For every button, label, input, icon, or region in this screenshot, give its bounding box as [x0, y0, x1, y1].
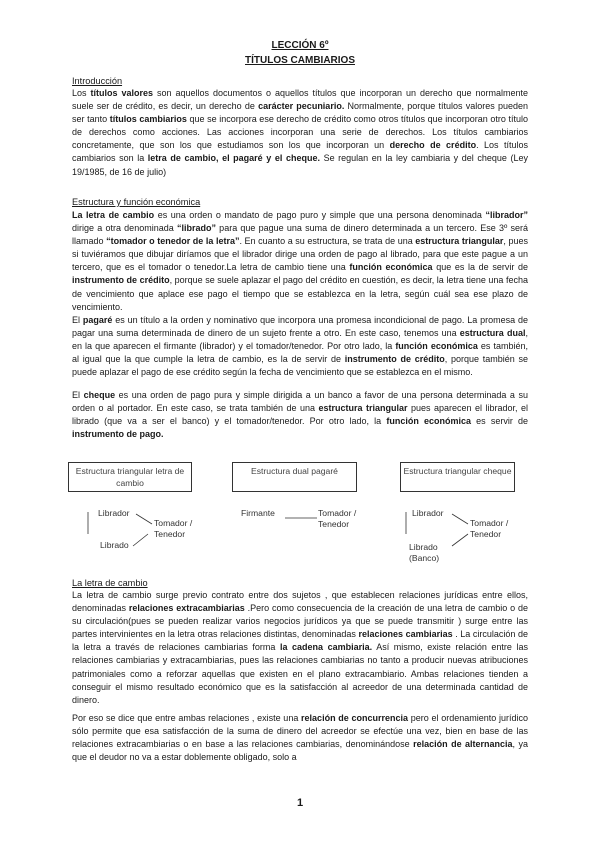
text-run: , en la que aparecen el firmante (librador) y el tomador/tenedor. Por otro lado, la	[72, 328, 528, 352]
text-run: Normalmente, porque títulos valores pueden ser tanto	[72, 101, 529, 125]
text-run: Por eso se dice que entre ambas relaciones , existe una	[72, 713, 302, 723]
letra-librado-tomador-line	[133, 534, 148, 546]
cheque-paragraph	[72, 389, 528, 441]
text-run: , pues si tuviéramos que dibujar diríamos que el librador dirige una orden de pago al librado, para que este pague a un tercero, que es el tomador o tenedor.La letra de cambio tiene una	[72, 236, 528, 273]
bold-term: la cadena cambiaria.	[279, 642, 373, 653]
cheque-librador-tomador-line	[452, 514, 468, 524]
bold-term: estructura triangular	[318, 403, 408, 414]
bold-term: letra de cambio, el pagaré y el cheque.	[147, 153, 320, 164]
bold-term: relación de alternancia	[413, 739, 513, 750]
cheque-librador-label: Librador	[412, 508, 444, 518]
letra-librador-label: Librador	[98, 508, 130, 518]
letra-tomador-label: Tomador / Tenedor	[154, 518, 193, 539]
cheque-librado-label: Librado (Banco)	[409, 542, 440, 563]
bold-term: instrumento de crédito	[344, 354, 445, 365]
text-run: pues aparecen el librador, el librado (que va a ser el banco) y el tomador/tenedor. Por otro lado, la	[72, 403, 529, 427]
intro-paragraph	[72, 87, 528, 179]
bold-term: función económica	[386, 416, 471, 427]
bold-term: títulos valores	[90, 88, 153, 98]
bold-term: carácter pecuniario.	[258, 101, 345, 112]
cheque-tomador-label: Tomador / Tenedor	[470, 518, 509, 539]
text-run: Se regulan en la ley cambiaria y del cheque (Ley 19/1985, de 16 de julio)	[72, 153, 528, 177]
bold-term: derecho de crédito	[389, 140, 477, 151]
bold-term: relación de concurrencia	[301, 713, 409, 723]
text-run: El	[72, 390, 84, 400]
cheque-librado-tomador-line	[452, 534, 468, 546]
letra-librador-tomador-line	[136, 514, 152, 524]
text-run: dirige a otra denominada	[72, 223, 177, 234]
diagram-cheque-title: Estructura triangular cheque	[400, 462, 515, 492]
pagare-paragraph	[72, 314, 528, 379]
text-run: es también, al igual que la que cumple la letra de cambio, es la de servir de	[72, 341, 528, 365]
page-number: 1	[296, 797, 304, 809]
text-run: es una orden o mandato de pago puro y simple que una persona denominada	[154, 210, 486, 220]
text-run: La letra de cambio surge previo contrato entre dos sujetos , que establecen relaciones jurídicas entre ellos, denominadas	[72, 590, 528, 614]
letra-heading: La letra de cambio	[72, 578, 148, 588]
bold-term: relaciones extracambiarias	[128, 603, 245, 614]
bold-term: “tomador o tenedor de la letra”	[106, 236, 240, 247]
text-run: . En cuanto a su estructura, se trata de una	[239, 236, 416, 247]
text-run: son aquellos documentos o aquellos títulos que incorporan un derecho que normalmente suele ser de crédito, es decir, un derecho de	[72, 88, 528, 112]
text-run: Los	[72, 88, 91, 98]
text-run: que se incorpora ese derecho de crédito como otros títulos que incorporan otro título de derechos como acciones. Las acciones incorporan una serie de derechos. Los títulos cambiarios concretamente, que son los que estudiamos son los que incorporan un	[72, 114, 528, 151]
text-run: para que pague una suma de dinero determinada a un tercero. Ese 3º será llamado	[72, 223, 529, 247]
pagare-firmante-label: Firmante	[241, 508, 275, 518]
diagram-pagare-title: Estructura dual pagaré	[232, 462, 357, 492]
bold-term: instrumento de pago.	[72, 429, 164, 440]
bold-term: función económica	[395, 341, 478, 352]
letra-librado-label: Librado	[100, 540, 129, 550]
text-run: , porque también se puede aplazar el pago de ese crédito según la fecha de vencimiento que se establezca en el mismo.	[72, 354, 528, 378]
bold-term: función económica	[349, 262, 433, 273]
diagram-letra-title: Estructura triangular letra de cambio	[68, 462, 192, 492]
text-run: , porque se suele aplazar el pago del crédito en cuestión, es decir, la letra tiene una fecha de vencimiento que aplace ese pago el tiempo que se establezca en la letra, según cuál sea ese plazo de vencimiento.	[72, 275, 528, 312]
bold-term: estructura triangular	[415, 236, 504, 247]
text-run: .Pero como consecuencia de la creación de una letra de cambio o de su circulación(pues se pueden realizar varios negocios jurídicos ya que se puede transmitir ) surge entre las partes intervinientes en la letra otras relaciones distintas, denominadas	[72, 603, 528, 640]
text-run: pero el ordenamiento jurídico sólo permite que esa satisfacción de la suma de dinero del acreedor se efectúe una vez, bien en base de las relaciones extracambiarias o en base a las relaciones cambiarias, denominándose	[72, 713, 528, 750]
bold-term: “librado”	[176, 223, 216, 234]
concurrencia-paragraph	[72, 712, 528, 764]
lesson-title: LECCIÓN 6º	[271, 40, 329, 51]
text-run: Así mismo, existe relación entre las relaciones cambiarias y extracambiarias, pues las relaciones cambiarias no tanto a producir nuevas atribuciones patrimoniales como a reforzar aquellas que existen en el plano extracambiario. Ambas relaciones tienden a conseguir el mismo resultado económico que es la satisfacción al acreedor de una determinada cantidad de dinero.	[72, 642, 528, 705]
text-run: . La circulación de la letra a través de relaciones cambiarias forma	[72, 629, 528, 653]
bold-term: relaciones cambiarias	[358, 629, 453, 640]
pagare-tomador-label: Tomador / Tenedor	[318, 508, 357, 529]
text-run: es servir de	[471, 416, 528, 427]
bold-term: estructura dual	[459, 328, 526, 339]
bold-term: instrumento de crédito	[72, 275, 170, 286]
text-run: El	[72, 315, 83, 325]
text-run: es una orden de pago pura y simple dirigida a un banco a favor de una persona determinada a su orden o al portador. En este caso, se trata también de una	[72, 390, 528, 414]
topic-title: TÍTULOS CAMBIARIOS	[245, 55, 355, 66]
bold-term: pagaré	[82, 315, 113, 325]
bold-term: títulos cambiarios	[109, 114, 187, 125]
text-run: que es la de servir de	[432, 262, 528, 273]
structure-heading: Estructura y función económica	[72, 197, 201, 207]
bold-term: “librador”	[485, 210, 528, 220]
letra-structure-paragraph	[72, 209, 528, 314]
letra-relations-paragraph	[72, 589, 528, 707]
intro-heading: Introducción	[72, 76, 123, 86]
text-run: , ya que el deudor no va a estar doblemente obligado, solo a	[72, 739, 528, 763]
text-run: . Los títulos cambiarios son la	[72, 140, 528, 164]
bold-term: cheque	[83, 390, 116, 400]
text-run: es un título a la orden y nominativo que incorpora una promesa incondicional de pago. La promesa de pagar una suma determinada de dinero de un sujeto frente a otro. En este caso, tenemos una	[72, 315, 528, 339]
bold-term: La letra de cambio	[72, 210, 155, 220]
